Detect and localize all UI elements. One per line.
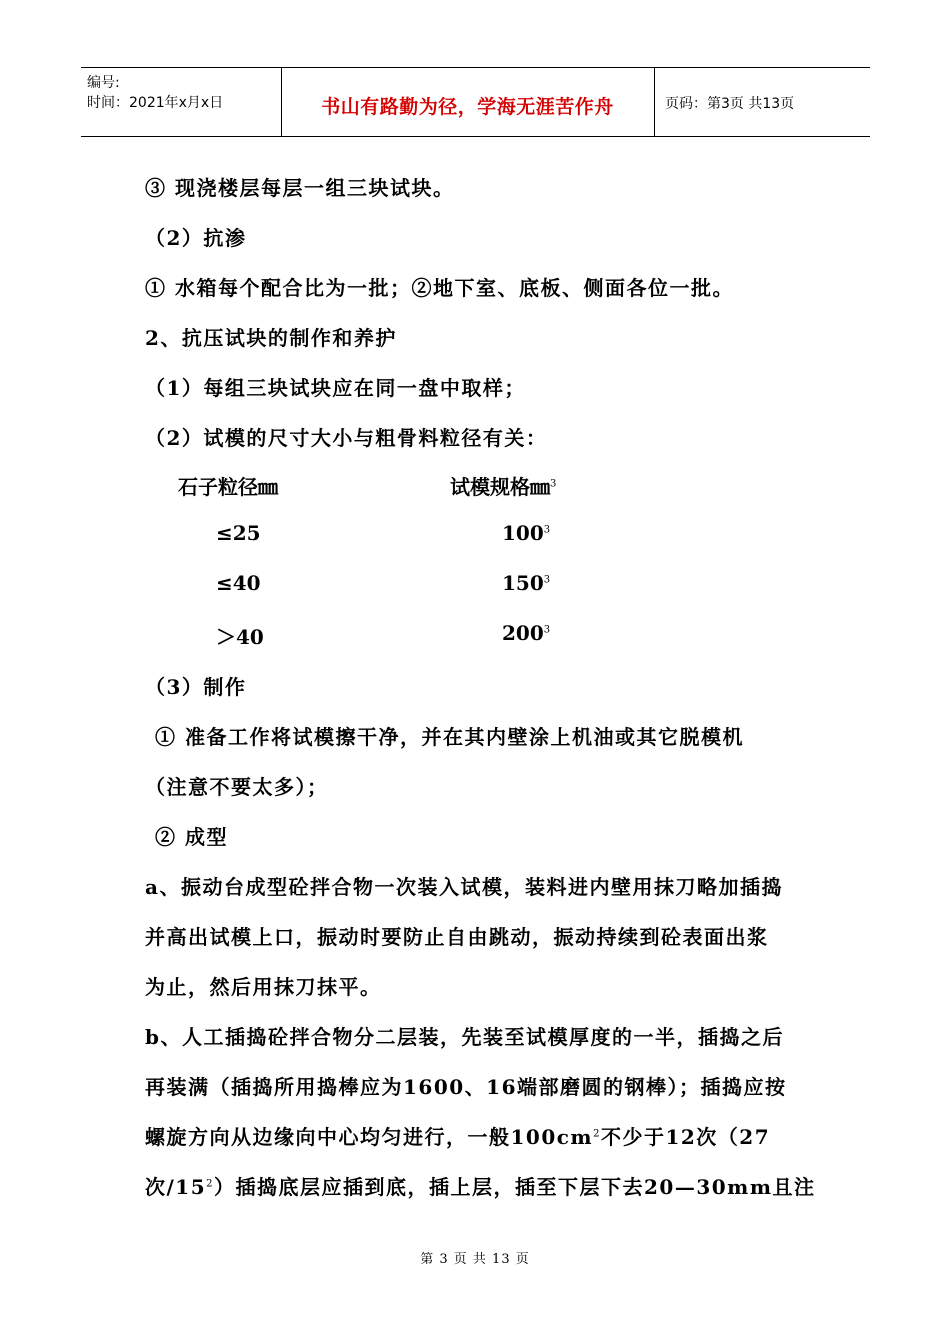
paragraph: （3）制作 — [145, 675, 247, 699]
paragraph-text: 螺旋方向从边缘向中心均匀进行，一般100cm — [145, 1125, 594, 1149]
paragraph: （注意不要太多）； — [145, 775, 329, 799]
paragraph: b、人工插捣砼拌合物分二层装，先装至试模厚度的一半，插捣之后 — [145, 1025, 784, 1049]
superscript: 3 — [550, 478, 557, 490]
paragraph-text: 次/15 — [145, 1175, 207, 1199]
table-cell-spec — [502, 571, 550, 595]
paragraph: 并高出试模上口，振动时要防止自由跳动，振动持续到砼表面出浆 — [145, 925, 769, 949]
superscript: 2 — [206, 1178, 215, 1190]
header-page-cell — [655, 68, 870, 136]
header-motto: 书山有路勤为径，学海无涯苦作舟 — [321, 96, 614, 118]
table-cell-spec-value: 150 — [502, 571, 544, 595]
paragraph: ② 成型 — [155, 825, 228, 849]
document-time-label: 时间：2021年x月x日 — [87, 95, 224, 111]
superscript: 3 — [543, 524, 551, 536]
paragraph-text: ）插捣底层应插到底，插上层，插至下层下去20—30mm且注 — [214, 1175, 816, 1199]
paragraph: （1）每组三块试块应在同一盘中取样； — [145, 376, 526, 400]
table-cell-size: ≤25 — [216, 521, 261, 545]
paragraph: ③ 现浇楼层每层一组三块试块。 — [145, 176, 455, 200]
paragraph: ① 水箱每个配合比为一批；②地下室、底板、侧面各位一批。 — [145, 276, 734, 300]
document-number-label: 编号: — [87, 75, 120, 91]
superscript: 2 — [593, 1128, 601, 1140]
paragraph: （2）试模的尺寸大小与粗骨料粒径有关： — [145, 426, 548, 450]
paragraph: 为止，然后用抹刀抹平。 — [145, 975, 382, 999]
header-meta-cell — [81, 68, 282, 136]
header-page-label: 页码：第3页 共13页 — [665, 96, 795, 112]
table-cell-size: ≤40 — [216, 571, 261, 595]
table-cell-spec-value: 200 — [502, 621, 544, 645]
table-cell-size: ＞40 — [216, 625, 264, 649]
paragraph — [145, 1171, 816, 1200]
table-cell-spec — [502, 621, 550, 645]
document-header — [81, 67, 870, 137]
table-header-aggregate-size: 石子粒径㎜ — [178, 475, 278, 499]
superscript: 3 — [543, 624, 551, 636]
table-header-mold-spec-text: 试模规格㎜ — [450, 475, 550, 499]
paragraph: ① 准备工作将试模擦干净，并在其内壁涂上机油或其它脱模机 — [155, 725, 744, 749]
page-footer: 第 3 页 共 13 页 — [420, 1252, 530, 1267]
table-cell-spec-value: 100 — [502, 521, 544, 545]
paragraph: a、振动台成型砼拌合物一次装入试模，装料进内壁用抹刀略加插捣 — [145, 875, 783, 899]
superscript: 3 — [543, 574, 551, 586]
table-cell-spec — [502, 521, 550, 545]
paragraph-text: 不少于12次（27 — [600, 1125, 771, 1149]
table-header-mold-spec — [450, 471, 556, 500]
header-motto-cell — [281, 68, 655, 136]
paragraph: 再装满（插捣所用捣棒应为1600、16端部磨圆的钢棒）；插捣应按 — [145, 1075, 787, 1099]
paragraph: （2）抗渗 — [145, 226, 247, 250]
section-heading: 2、抗压试块的制作和养护 — [145, 326, 397, 350]
paragraph — [145, 1121, 770, 1150]
